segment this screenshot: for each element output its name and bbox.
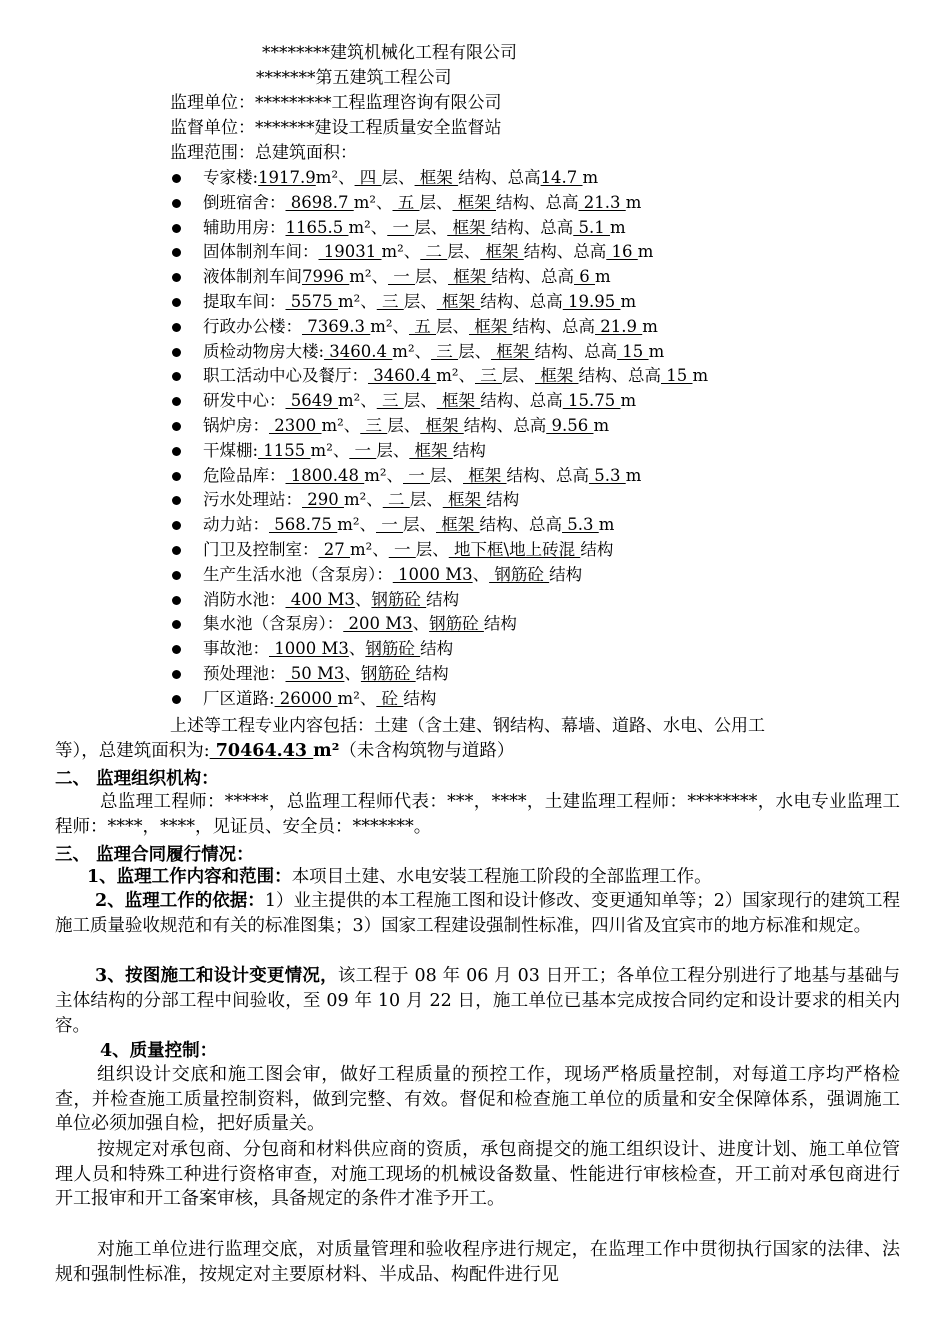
structure-label: 结构	[426, 589, 460, 609]
separator: 、	[386, 465, 403, 485]
area-unit: m²	[315, 168, 339, 187]
floor-count: 三	[376, 391, 404, 411]
structure-label: 结构、总高	[479, 515, 562, 535]
item-3-text: 该工程于 08 年 06 月 03 日开工；各单位工程分别进行了地基与基础与主体结构的分部工程中间验收，至 09 年 10 月 22 日，施工单位已基本完成按合同约定和设计要求的相关内容。	[55, 966, 900, 1036]
structure-label: 结构、总高	[480, 291, 563, 311]
height-unit: m	[582, 168, 599, 187]
separator: 、	[360, 391, 377, 411]
bullet-icon	[172, 447, 181, 456]
separator: 、	[376, 192, 393, 212]
height-unit: m	[620, 391, 637, 411]
area-unit: m²	[349, 267, 372, 287]
separator: 、	[458, 366, 475, 386]
structure-label: 结构、总高	[523, 242, 607, 262]
bullet-icon	[172, 323, 181, 332]
item-1-text: 本项目土建、水电安装工程施工阶段的全部监理工作。	[291, 867, 712, 887]
structure-label: 结构	[486, 490, 520, 510]
structure-label: 结构	[452, 440, 486, 460]
structure-label: 结构、总高	[496, 192, 579, 212]
building-height: 15	[617, 341, 649, 361]
separator: 、	[332, 440, 350, 460]
separator: 、	[344, 663, 361, 683]
building-list	[168, 166, 708, 712]
area-unit: m²	[364, 465, 387, 485]
separator: 、	[370, 217, 388, 237]
separator: 、	[360, 291, 377, 311]
floor-count: 三	[431, 341, 459, 361]
road-area: 26000	[274, 688, 338, 708]
area-unit: m²	[343, 490, 367, 510]
bullet-icon	[172, 645, 181, 654]
list-item	[168, 414, 708, 439]
facility-name: 消防水池：	[203, 589, 286, 609]
area-unit: m²	[321, 415, 344, 435]
structure-type: 钢筋砼	[489, 564, 550, 584]
structure-label: 结构	[580, 539, 614, 559]
building-area: 2300	[269, 415, 322, 435]
structure-type: 框架	[420, 415, 464, 435]
building-name: 锅炉房：	[203, 415, 269, 435]
floor-unit: 层、	[436, 316, 469, 336]
list-item	[168, 389, 708, 414]
building-area: 8698.7	[285, 192, 354, 212]
building-area: 19031	[318, 242, 382, 262]
building-area: 1155	[258, 440, 311, 460]
height-unit: m	[648, 341, 665, 361]
item-1-heading: 1、监理工作内容和范围：	[87, 867, 292, 887]
bullet-icon	[172, 546, 181, 555]
road-name: 厂区道路:	[203, 688, 275, 708]
floor-count: 二	[420, 242, 448, 262]
building-height: 14.7	[540, 168, 583, 187]
structure-type: 框架	[436, 391, 481, 411]
structure-type: 钢筋砼	[371, 589, 427, 609]
list-item	[168, 563, 708, 588]
structure-type: 框架	[491, 341, 535, 361]
floor-unit: 层、	[419, 192, 453, 212]
structure-type: 框架	[535, 366, 579, 386]
structure-type: 框架	[436, 291, 481, 311]
building-name: 专家楼:	[203, 168, 259, 187]
area-unit: m²	[337, 515, 360, 535]
separator: 、	[343, 415, 361, 435]
section-2-title: 二、 监理组织机构：	[55, 769, 219, 789]
floor-count: 五	[409, 316, 436, 336]
structure-type: 钢筋砼	[429, 614, 484, 634]
building-height: 5.3	[562, 515, 599, 535]
item-4-heading: 4、质量控制：	[100, 1041, 218, 1061]
list-item	[168, 612, 708, 637]
area-unit: m²	[392, 341, 415, 361]
building-area: 7369.3	[302, 316, 371, 336]
height-unit: m	[625, 465, 642, 485]
building-area: 5575	[285, 291, 338, 311]
floor-unit: 层、	[381, 168, 415, 187]
facility-name: 预处理池：	[203, 663, 286, 683]
structure-type: 框架	[452, 192, 496, 212]
floor-count: 四	[354, 168, 382, 187]
building-height: 5.3	[589, 465, 626, 485]
building-area: 1800.48	[285, 465, 365, 485]
facility-volume: 200 M3	[343, 614, 413, 634]
list-item	[168, 538, 708, 563]
bullet-icon	[172, 199, 181, 208]
inspector-line: 监督单位：*******建设工程质量安全监督站	[170, 118, 502, 138]
floor-count: 一	[349, 440, 377, 460]
building-area: 7996	[302, 267, 350, 287]
item-2-paragraph	[55, 889, 900, 939]
facility-volume: 1000 M3	[269, 639, 349, 659]
structure-label: 结构、总高	[480, 391, 563, 411]
floor-count: 三	[475, 366, 502, 386]
list-item	[168, 315, 708, 340]
quality-paragraph-1: 组织设计交底和施工图会审，做好工程质量的预控工作，现场严格质量控制，对每道工序均严格检查，并检查施工质量控制资料，做到完整、有效。督促和检查施工单位的质量和安全保障体系，强调施工单位必须加强自检，把好质量关。	[55, 1064, 900, 1135]
floor-count: 二	[382, 490, 410, 510]
facility-volume: 50 M3	[285, 663, 345, 683]
structure-label: 结构	[403, 688, 437, 708]
quality-paragraph-2: 按规定对承包商、分包商和材料供应商的资质，承包商提交的施工组织设计、进度计划、施工单位管理人员和特殊工种进行资格审查，对施工现场的机械设备数量、性能进行审核检查，开工前对承包商进行开工报审和开工备案审核，具备规定的条件才准予开工。	[55, 1139, 900, 1210]
building-height: 19.95	[562, 291, 621, 311]
section-3-title: 三、 监理合同履行情况：	[55, 845, 254, 865]
separator: 、	[372, 539, 389, 559]
bullet-icon	[172, 571, 181, 580]
list-item	[168, 290, 708, 315]
summary-line-2	[55, 739, 514, 763]
list-item	[168, 588, 708, 613]
building-name: 辅助用房：	[203, 217, 286, 237]
building-name: 行政办公楼：	[203, 316, 302, 336]
list-item	[168, 687, 708, 712]
floor-count: 三	[376, 291, 404, 311]
facility-name: 集水池（含泵房）：	[203, 614, 344, 634]
bullet-icon	[172, 298, 181, 307]
area-unit: m²	[436, 366, 459, 386]
floor-unit: 层、	[403, 291, 437, 311]
floor-unit: 层、	[458, 341, 492, 361]
building-height: 16	[606, 242, 638, 262]
item-3-paragraph	[55, 964, 900, 1038]
list-item	[168, 513, 708, 538]
structure-type: 框架	[480, 242, 524, 262]
area-unit: m²	[337, 291, 361, 311]
building-name: 固体制剂车间：	[203, 242, 319, 262]
company-line-2: *******第五建筑工程公司	[256, 68, 452, 88]
floor-count: 一	[387, 217, 415, 237]
structure-type: 框架	[414, 168, 459, 187]
list-item	[168, 439, 708, 464]
list-item	[168, 364, 708, 389]
structure-type: 框架	[447, 217, 491, 237]
structure-type: 框架	[409, 440, 453, 460]
summary-prefix: 等），总建筑面积为:	[55, 741, 210, 761]
building-height: 15.75	[562, 391, 621, 411]
structure-type: 钢筋砼	[365, 639, 421, 659]
building-area: 3460.4	[368, 366, 437, 386]
list-item	[168, 265, 708, 290]
item-1-paragraph	[55, 865, 900, 890]
structure-label: 结构、总高	[490, 217, 574, 237]
building-name: 研发中心：	[203, 391, 286, 411]
item-2-heading: 2、监理工作的依据：	[95, 891, 265, 911]
list-item	[168, 216, 708, 241]
bullet-icon	[172, 521, 181, 530]
area-unit: m²	[353, 192, 376, 212]
structure-type: 框架	[463, 465, 507, 485]
total-area-unit: m²	[313, 741, 340, 761]
building-area: 3460.4	[324, 341, 393, 361]
structure-label: 结构、总高	[534, 341, 618, 361]
separator: 、	[366, 490, 383, 510]
building-height: 5.1	[573, 217, 610, 237]
bullet-icon	[172, 422, 181, 431]
bullet-icon	[172, 695, 181, 704]
structure-label: 结构、总高	[463, 415, 547, 435]
building-name: 质检动物房大楼:	[203, 341, 325, 361]
structure-label: 结构	[415, 663, 449, 683]
floor-unit: 层、	[447, 242, 481, 262]
bullet-icon	[172, 496, 181, 505]
structure-type: 框架	[448, 267, 492, 287]
list-item	[168, 662, 708, 687]
floor-count: 一	[403, 465, 430, 485]
facility-volume: 400 M3	[285, 589, 355, 609]
structure-label: 结构、总高	[506, 465, 589, 485]
height-unit: m	[593, 415, 610, 435]
building-area: 5649	[285, 391, 338, 411]
area-unit: m²	[348, 217, 371, 237]
floor-unit: 层、	[502, 366, 535, 386]
building-name: 门卫及控制室：	[203, 539, 319, 559]
building-area: 290	[302, 490, 344, 510]
structure-label: 结构、总高	[578, 366, 661, 386]
summary-suffix: （未含构筑物与道路）	[339, 741, 515, 761]
floor-count: 三	[360, 415, 388, 435]
floor-unit: 层、	[409, 490, 443, 510]
supervisor-line: 监理单位：*********工程监理咨询有限公司	[170, 93, 502, 113]
list-item	[168, 464, 708, 489]
bullet-icon	[172, 248, 181, 257]
building-name: 干煤棚:	[203, 440, 259, 460]
facility-name: 事故池：	[203, 639, 269, 659]
structure-label: 结构	[420, 639, 454, 659]
area-unit: m²	[350, 539, 373, 559]
separator: 、	[403, 242, 421, 262]
separator: 、	[359, 515, 376, 535]
height-unit: m	[692, 366, 709, 386]
list-item	[168, 340, 708, 365]
building-area: 27	[318, 539, 350, 559]
total-area: 70464.43	[209, 741, 314, 761]
bullet-icon	[172, 472, 181, 481]
bullet-icon	[172, 273, 181, 282]
bullet-icon	[172, 670, 181, 679]
area-unit: m²	[370, 316, 393, 336]
building-name: 动力站：	[203, 515, 269, 535]
floor-count: 一	[388, 539, 416, 559]
bullet-icon	[172, 224, 181, 233]
height-unit: m	[609, 217, 626, 237]
separator: 、	[371, 267, 389, 287]
item-2-text: 1）业主提供的本工程施工图和设计修改、变更通知单等；2）国家现行的建筑工程施工质量验收规范和有关的标准图集；3）国家工程建设强制性标准，四川省及宜宾市的地方标准和规定。	[55, 891, 901, 936]
area-unit: m²	[337, 688, 360, 708]
structure-type: 钢筋砼	[360, 663, 416, 683]
list-item	[168, 488, 708, 513]
structure-type: 地下框\地上砖混	[448, 539, 581, 559]
height-unit: m	[642, 316, 658, 336]
facility-name: 生产生活水池（含泵房）：	[203, 564, 393, 584]
facility-volume: 1000 M3	[392, 564, 473, 584]
bullet-icon	[172, 620, 181, 629]
structure-label: 结构	[483, 614, 517, 634]
company-line-1: ********建筑机械化工程有限公司	[262, 43, 517, 63]
floor-unit: 层、	[414, 217, 448, 237]
floor-unit: 层、	[415, 267, 449, 287]
bullet-icon	[172, 348, 181, 357]
item-3-heading: 3、按图施工和设计变更情况，	[95, 966, 338, 986]
floor-unit: 层、	[376, 440, 410, 460]
list-item	[168, 191, 708, 216]
structure-type: 砼	[376, 688, 404, 708]
building-name: 污水处理站：	[203, 490, 302, 510]
building-name: 职工活动中心及餐厅：	[203, 366, 368, 386]
building-area: 1917.9	[258, 168, 316, 187]
structure-label: 结构	[549, 564, 583, 584]
area-unit: m²	[310, 440, 333, 460]
building-name: 危险品库：	[203, 465, 286, 485]
list-item	[168, 166, 708, 191]
floor-unit: 层、	[403, 391, 437, 411]
separator: 、	[472, 564, 490, 584]
list-item	[168, 637, 708, 662]
building-area: 1165.5	[285, 217, 349, 237]
structure-type: 框架	[469, 316, 513, 336]
building-name: 提取车间：	[203, 291, 286, 311]
scope-title: 监理范围：总建筑面积：	[170, 143, 357, 163]
section-2-body: 总监理工程师：*****，总监理工程师代表：***，****，土建监理工程师：********，水电专业监理工程师：****，****，见证员、安全员：*******。	[55, 792, 900, 837]
floor-count: 一	[376, 515, 403, 535]
building-height: 15	[661, 366, 693, 386]
separator: 、	[414, 341, 432, 361]
structure-label: 结构、总高	[458, 168, 541, 187]
separator: 、	[392, 316, 409, 336]
summary-line-1: 上述等工程专业内容包括：土建（含土建、钢结构、幕墙、道路、水电、公用工	[170, 716, 765, 736]
building-name: 倒班宿舍：	[203, 192, 286, 212]
structure-label: 结构、总高	[491, 267, 575, 287]
building-height: 9.56	[546, 415, 594, 435]
item-4-paragraph	[55, 1039, 900, 1064]
floor-unit: 层、	[403, 515, 436, 535]
height-unit: m	[598, 515, 615, 535]
floor-unit: 层、	[430, 465, 463, 485]
building-height: 6	[574, 267, 596, 287]
height-unit: m	[637, 242, 654, 262]
height-unit: m	[620, 291, 637, 311]
separator: 、	[348, 639, 366, 659]
floor-count: 五	[392, 192, 420, 212]
separator: 、	[354, 589, 372, 609]
bullet-icon	[172, 174, 181, 183]
bullet-icon	[172, 397, 181, 406]
floor-count: 一	[388, 267, 416, 287]
separator: 、	[412, 614, 430, 634]
building-area: 568.75	[269, 515, 338, 535]
building-height: 21.3	[578, 192, 626, 212]
structure-label: 结构、总高	[512, 316, 595, 336]
area-unit: m²	[337, 391, 361, 411]
area-unit: m²	[381, 242, 404, 262]
bullet-icon	[172, 596, 181, 605]
structure-type: 框架	[442, 490, 487, 510]
separator: 、	[359, 688, 377, 708]
quality-paragraph-3: 对施工单位进行监理交底，对质量管理和验收程序进行规定，在监理工作中贯彻执行国家的法律、法规和强制性标准，按规定对主要原材料、半成品、构配件进行见	[55, 1239, 900, 1285]
height-unit: m	[625, 192, 642, 212]
structure-type: 框架	[436, 515, 480, 535]
bullet-icon	[172, 372, 181, 381]
list-item	[168, 240, 708, 265]
separator: 、	[338, 168, 355, 187]
floor-unit: 层、	[387, 415, 421, 435]
building-name: 液体制剂车间	[203, 267, 302, 287]
building-height: 21.9	[595, 316, 643, 336]
height-unit: m	[595, 267, 611, 287]
floor-unit: 层、	[415, 539, 449, 559]
